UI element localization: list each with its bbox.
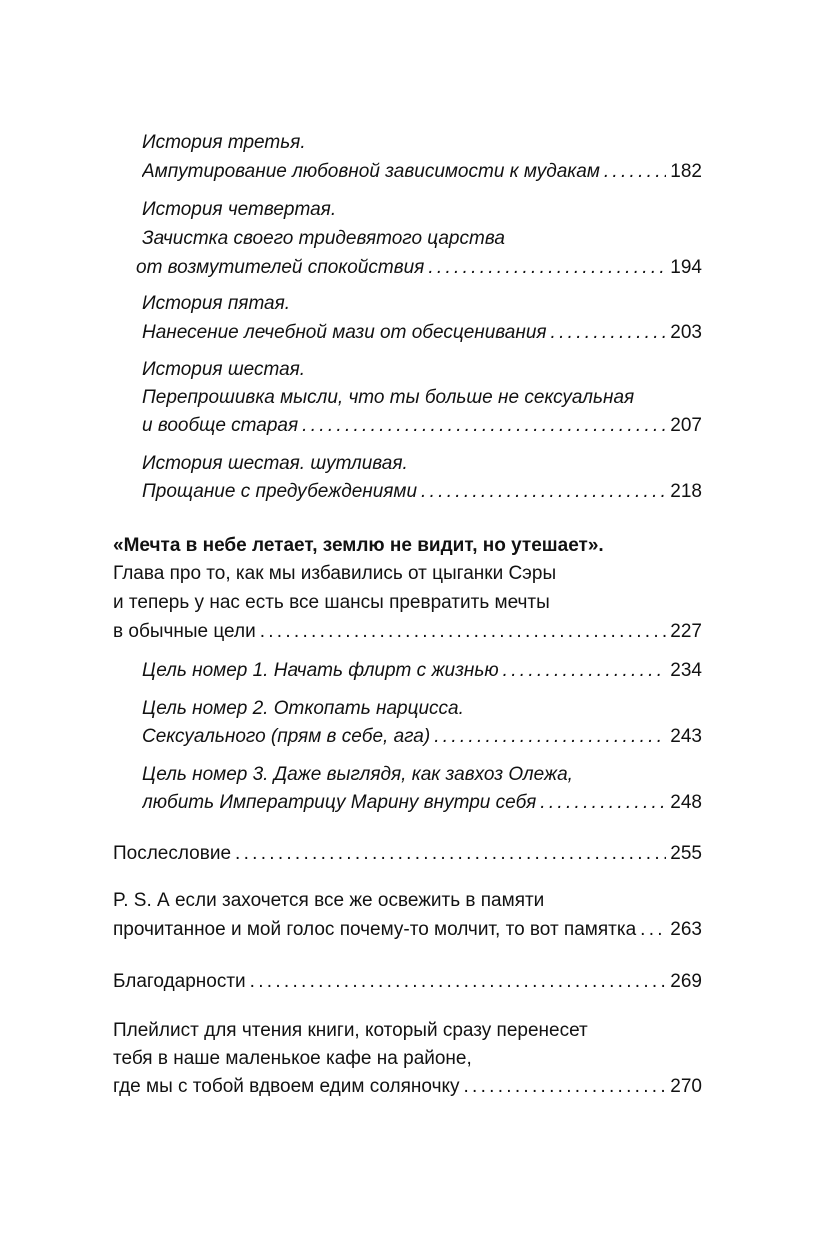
toc-entry-text: от возмутителей спокойствия [136,257,425,278]
toc-page-number: 194 [670,257,702,278]
toc-page-number: 270 [670,1076,702,1097]
toc-goal-3-title: Цель номер 3. Даже выглядя, как завхоз Олежа, [142,764,573,785]
toc-ps-line: P. S. А если захочется все же освежить в памяти [113,890,545,911]
toc-story-3-title: История третья. [142,132,306,153]
dot-leader [260,617,667,647]
toc-entry-text: прочитанное и мой голос почему-то молчит, то вот памятка [113,919,637,940]
toc-entry-story-7[interactable] [142,477,702,507]
toc-entry-text: Сексуального (прям в себе, ага) [142,726,431,747]
toc-page-number: 203 [670,322,702,343]
toc-entry-afterword[interactable] [113,839,702,869]
toc-entry-story-4[interactable] [136,253,702,283]
dot-leader [604,157,666,187]
toc-playlist-line: Плейлист для чтения книги, который сразу перенесет [113,1020,588,1041]
toc-entry-text: Послесловие [113,843,232,864]
toc-entry-playlist[interactable] [113,1072,702,1102]
toc-page-number: 243 [670,726,702,747]
toc-entry-chapter[interactable] [113,617,702,647]
dot-leader [421,477,666,507]
toc-page-number: 218 [670,481,702,502]
toc-page-number: 263 [670,919,702,940]
toc-entry-text: в обычные цели [113,621,256,642]
toc-entry-goal-3[interactable] [142,788,702,818]
toc-story-4-line: Зачистка своего тридевятого царства [142,228,505,249]
toc-entry-text: любить Императрицу Марину внутри себя [142,792,537,813]
toc-page-number: 182 [670,161,702,182]
dot-leader [250,967,667,997]
toc-page-number: 269 [670,971,702,992]
toc-entry-text: Благодарности [113,971,246,992]
toc-page-number: 207 [670,415,702,436]
toc-story-5-title: История пятая. [142,293,291,314]
toc-entry-text: Ампутирование любовной зависимости к мудакам [142,161,600,182]
toc-goal-2-title: Цель номер 2. Откопать нарцисса. [142,698,464,719]
toc-entry-text: где мы с тобой вдвоем едим соляночку [113,1076,460,1097]
dot-leader [551,318,667,348]
toc-entry-story-6[interactable] [142,411,702,441]
toc-entry-story-3[interactable] [142,157,702,187]
toc-page-number: 248 [670,792,702,813]
toc-story-6-line: Перепрошивка мысли, что ты больше не сексуальная [142,387,635,408]
dot-leader [640,915,666,945]
dot-leader [540,788,666,818]
toc-entry-text: Прощание с предубеждениями [142,481,418,502]
toc-story-6-title: История шестая. [142,359,306,380]
toc-page-number: 234 [670,660,702,681]
toc-entry-thanks[interactable] [113,967,702,997]
dot-leader [302,411,666,441]
toc-entry-story-5[interactable] [142,318,702,348]
toc-story-7-title: История шестая. шутливая. [142,453,408,474]
dot-leader [235,839,666,869]
toc-entry-goal-2[interactable] [142,722,702,752]
toc-chapter-line: Глава про то, как мы избавились от цыганки Сэры [113,563,557,584]
toc-playlist-line: тебя в наше маленькое кафе на районе, [113,1048,472,1069]
dot-leader [464,1072,667,1102]
toc-chapter-line: и теперь у нас есть все шансы превратить мечты [113,592,550,613]
dot-leader [434,722,666,752]
toc-page-number: 255 [670,843,702,864]
toc-entry-text: и вообще старая [142,415,299,436]
toc-entry-ps[interactable] [113,915,702,945]
toc-entry-text: Нанесение лечебной мази от обесценивания [142,322,547,343]
toc-page-number: 227 [670,621,702,642]
toc-chapter-heading: «Мечта в небе летает, землю не видит, но утешает». [113,535,604,556]
toc-entry-text: Цель номер 1. Начать флирт с жизнью [142,660,499,681]
dot-leader [503,656,667,686]
toc-story-4-title: История четвертая. [142,199,337,220]
toc-entry-goal-1[interactable] [142,656,702,686]
dot-leader [428,253,666,283]
